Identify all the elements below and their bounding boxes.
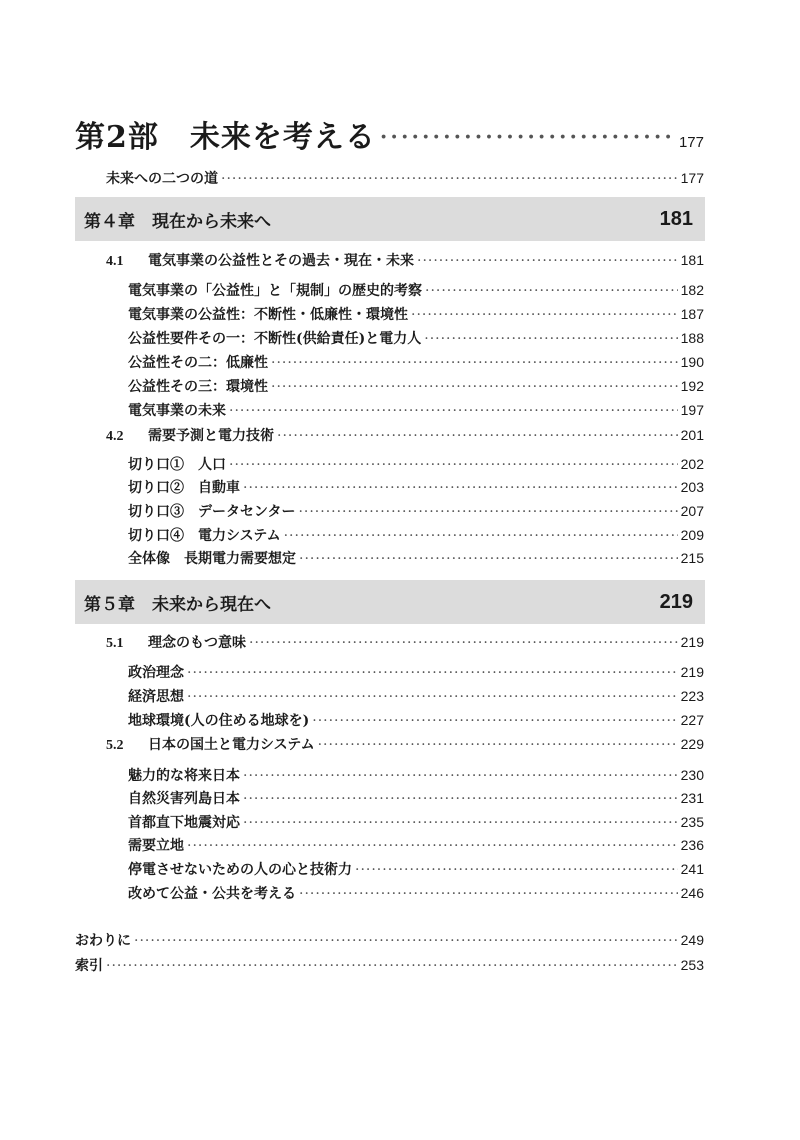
toc-entry-index[interactable] xyxy=(75,955,704,975)
entry-title: 経済思想 xyxy=(128,689,184,705)
chapter-title: 第５章 未来から現在へ xyxy=(84,594,271,615)
part-title-row[interactable] xyxy=(75,112,704,156)
leader-dots xyxy=(243,791,678,807)
page-number: 187 xyxy=(680,306,704,322)
leader-dots xyxy=(134,933,678,949)
leader-dots xyxy=(187,689,678,705)
leader-dots xyxy=(229,457,678,473)
chapter-page: 219 xyxy=(659,590,693,613)
leader-dots xyxy=(425,283,678,299)
page-number: 197 xyxy=(680,402,704,418)
entry-title: 電気事業の未来 xyxy=(128,403,226,419)
page-number: 190 xyxy=(680,354,704,370)
section-label xyxy=(106,425,274,445)
toc-entry[interactable] xyxy=(128,835,704,855)
entry-title: 需要立地 xyxy=(128,838,184,854)
entry-title: 停電させないための人の心と技術力 xyxy=(128,862,352,878)
section-number: 4.2 xyxy=(106,429,124,444)
entry-title: 公益性その二：低廉性 xyxy=(128,355,268,371)
leader-dots xyxy=(312,713,677,729)
toc-entry[interactable] xyxy=(128,859,704,879)
entry-title: 自然災害列島日本 xyxy=(128,791,240,807)
page-number: 231 xyxy=(680,790,704,806)
section-label xyxy=(106,632,246,652)
leader-dots xyxy=(243,768,678,784)
leader-dots xyxy=(424,331,677,347)
entry-title: 索引 xyxy=(75,958,103,974)
entry-title: 公益性要件その一：不断性(供給責任)と電力人 xyxy=(128,331,422,347)
leader-dots xyxy=(417,253,678,269)
leader-dots xyxy=(299,886,678,902)
entry-title: 切り口③ データセンター xyxy=(128,504,296,520)
toc-entry[interactable] xyxy=(128,454,704,474)
toc-entry-intro[interactable] xyxy=(106,168,704,188)
leader-dots xyxy=(229,403,678,419)
entry-title: 未来への二つの道 xyxy=(106,171,218,187)
entry-title: おわりに xyxy=(75,933,131,949)
toc-entry[interactable] xyxy=(128,328,704,348)
page-number: 235 xyxy=(680,814,704,830)
toc-entry-closing[interactable] xyxy=(75,930,704,950)
leader-dots xyxy=(277,428,678,444)
entry-title: 政治理念 xyxy=(128,665,184,681)
page-number: 230 xyxy=(680,767,704,783)
chapter-4-header[interactable] xyxy=(75,197,705,241)
entry-title: 切り口④ 電力システム xyxy=(128,528,281,544)
toc-entry[interactable] xyxy=(128,662,704,682)
section-title: 理念のもつ意味 xyxy=(148,635,246,651)
toc-entry[interactable] xyxy=(128,477,704,497)
section-title: 日本の国土と電力システム xyxy=(148,737,315,753)
toc-entry[interactable] xyxy=(128,501,704,521)
entry-title: 電気事業の「公益性」と「規制」の歴史的考察 xyxy=(128,283,422,299)
toc-entry[interactable] xyxy=(128,400,704,420)
toc-entry[interactable] xyxy=(128,280,704,300)
leader-dots xyxy=(298,504,677,520)
page-number: 236 xyxy=(680,837,704,853)
entry-title: 地球環境(人の住める地球を) xyxy=(128,713,310,729)
chapter-title: 第４章 現在から未来へ xyxy=(84,211,271,232)
page-number: 181 xyxy=(680,252,704,268)
page-number: 219 xyxy=(680,664,704,680)
toc-entry[interactable] xyxy=(128,525,704,545)
leader-dots xyxy=(249,635,678,651)
toc-section-5-2[interactable] xyxy=(106,734,704,754)
toc-entry[interactable] xyxy=(128,883,704,903)
entry-title: 魅力的な将来日本 xyxy=(128,768,240,784)
page-number: 227 xyxy=(680,712,704,728)
leader-dots xyxy=(187,838,678,854)
page-number: 223 xyxy=(680,688,704,704)
page-number: 246 xyxy=(680,885,704,901)
toc-entry[interactable] xyxy=(128,376,704,396)
leader-dots xyxy=(379,120,676,155)
section-label xyxy=(106,250,414,270)
section-number: 5.1 xyxy=(106,636,124,651)
page-number: 249 xyxy=(680,932,704,948)
leader-dots xyxy=(299,551,678,567)
page-number: 229 xyxy=(680,736,704,752)
toc-entry[interactable] xyxy=(128,304,704,324)
page-number: 177 xyxy=(680,170,704,186)
section-label xyxy=(106,734,315,754)
leader-dots xyxy=(318,737,678,753)
toc-entry[interactable] xyxy=(128,710,704,730)
page-number: 177 xyxy=(678,134,704,151)
toc-entry[interactable] xyxy=(128,765,704,785)
leader-dots xyxy=(284,528,678,544)
page-number: 215 xyxy=(680,550,704,566)
page-number: 202 xyxy=(680,456,704,472)
chapter-page: 181 xyxy=(659,207,693,230)
page-number: 207 xyxy=(680,503,704,519)
page-number: 201 xyxy=(680,427,704,443)
page-number: 219 xyxy=(680,634,704,650)
toc-section-4-1[interactable] xyxy=(106,250,704,270)
entry-title: 電気事業の公益性：不断性・低廉性・環境性 xyxy=(128,307,408,323)
entry-title: 公益性その三：環境性 xyxy=(128,379,268,395)
section-number: 5.2 xyxy=(106,738,124,753)
toc-section-5-1[interactable] xyxy=(106,632,704,652)
toc-entry[interactable] xyxy=(128,812,704,832)
page-number: 182 xyxy=(680,282,704,298)
leader-dots xyxy=(411,307,678,323)
leader-dots xyxy=(221,171,678,187)
page-number: 209 xyxy=(680,527,704,543)
entry-title: 切り口② 自動車 xyxy=(128,480,240,496)
leader-dots xyxy=(243,815,678,831)
leader-dots xyxy=(271,355,678,371)
chapter-5-header[interactable] xyxy=(75,580,705,624)
page-number: 241 xyxy=(680,861,704,877)
toc-entry[interactable] xyxy=(128,352,704,372)
part-title: 第2部 未来を考える xyxy=(75,120,376,155)
toc-entry[interactable] xyxy=(128,788,704,808)
toc-entry[interactable] xyxy=(128,548,704,568)
section-title: 電気事業の公益性とその過去・現在・未来 xyxy=(148,253,414,269)
leader-dots xyxy=(355,862,678,878)
entry-title: 首都直下地震対応 xyxy=(128,815,240,831)
leader-dots xyxy=(187,665,678,681)
section-title: 需要予測と電力技術 xyxy=(148,428,274,444)
leader-dots xyxy=(106,958,678,974)
entry-title: 改めて公益・公共を考える xyxy=(128,886,296,902)
entry-title: 全体像 長期電力需要想定 xyxy=(128,551,296,567)
page-number: 188 xyxy=(680,330,704,346)
page-number: 253 xyxy=(680,957,704,973)
toc-section-4-2[interactable] xyxy=(106,425,704,445)
page-number: 203 xyxy=(680,479,704,495)
leader-dots xyxy=(243,480,678,496)
leader-dots xyxy=(271,379,678,395)
toc-entry[interactable] xyxy=(128,686,704,706)
entry-title: 切り口① 人口 xyxy=(128,457,226,473)
page-number: 192 xyxy=(680,378,704,394)
section-number: 4.1 xyxy=(106,254,124,269)
